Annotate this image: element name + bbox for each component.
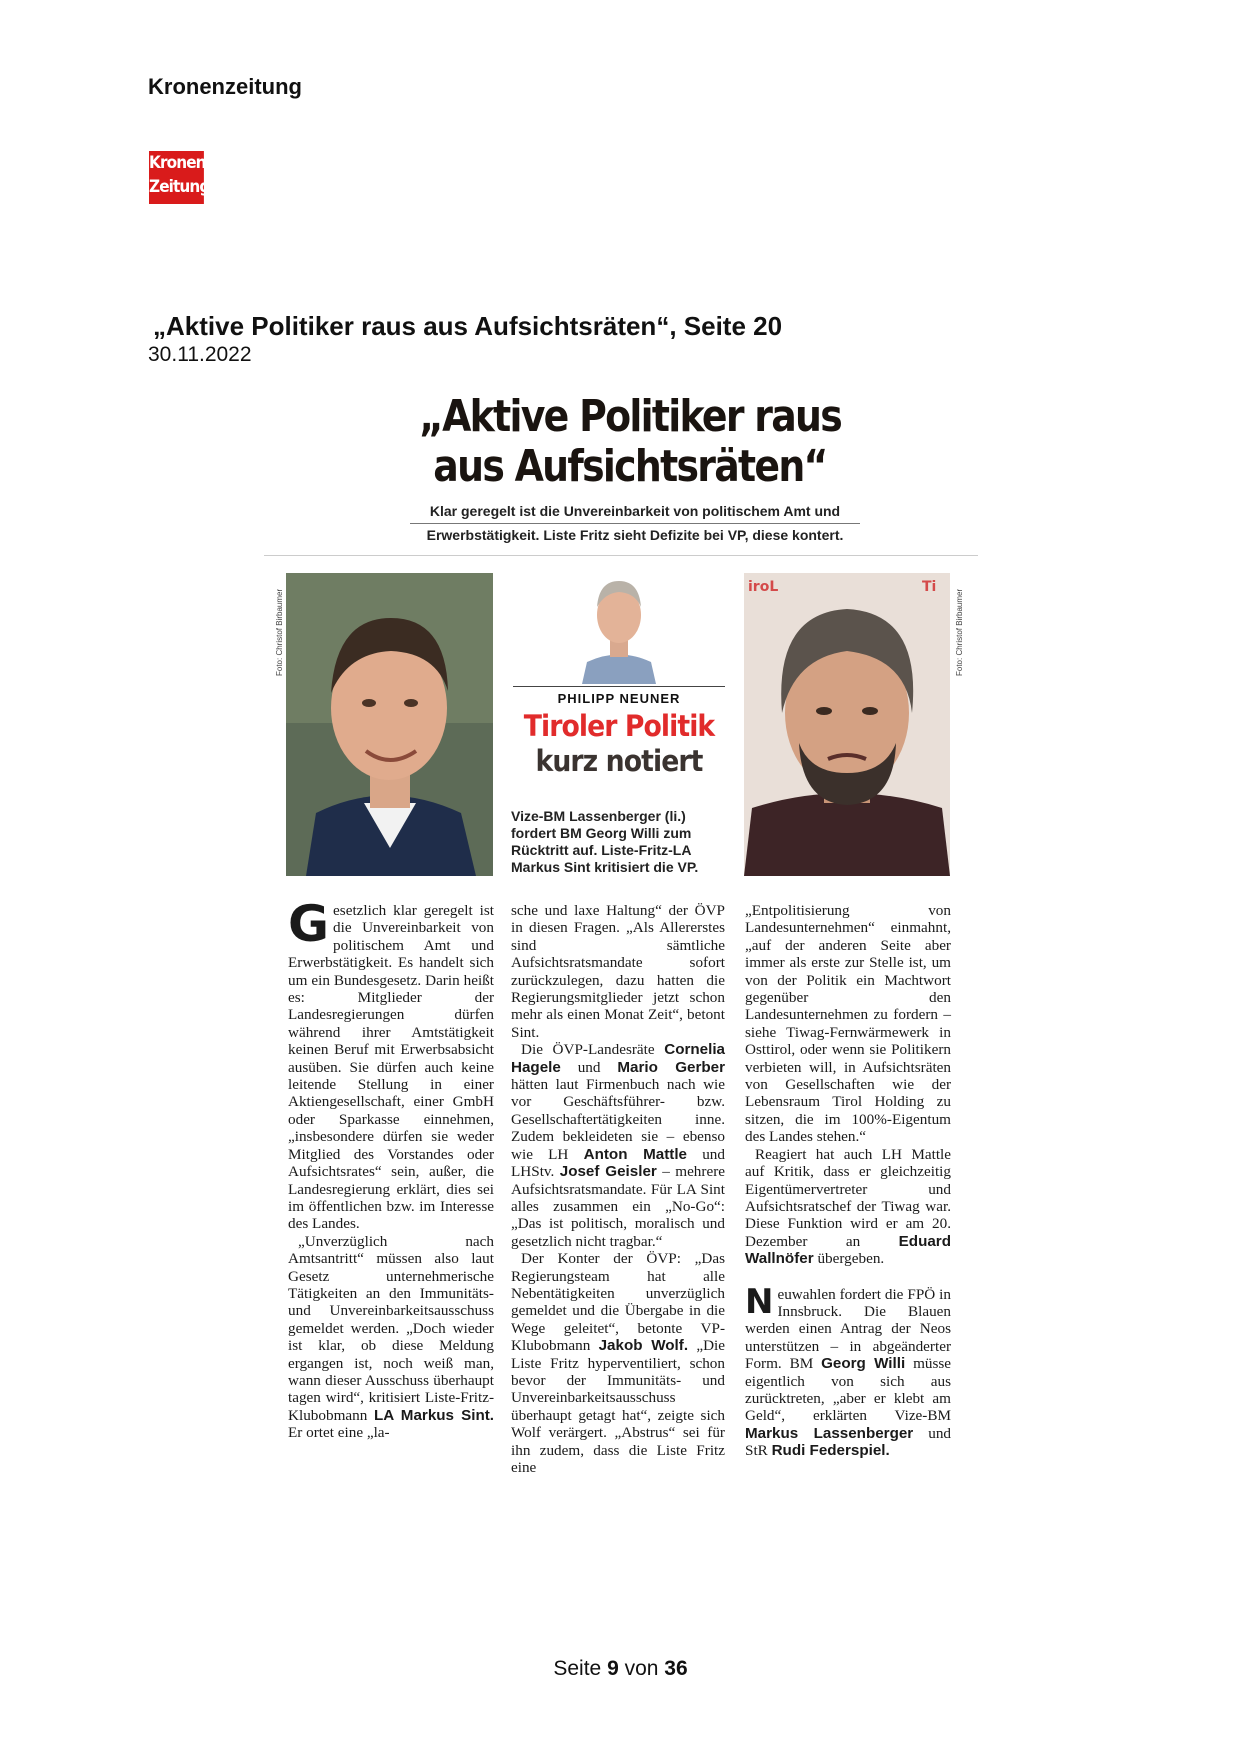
col2-p2-c: und: [577, 1058, 601, 1076]
col3-paragraph-1: „Entpolitisierung von Landesunternehmen“ einmahnt, „auf der anderen Seite aber immer als erste zur Stelle ist, um von der Politik ein Machtwort gegenüber den Landesunternehmen zu fordern – siehe Tiwag-Fernwärmewerk in Osttirol, oder wenn sie Politikern verbieten will, in Aufsichtsräten von Gesellschaften wie der Lebensraum Tirol Holding zu sitzen, die im 100%-Eigentum des Landes stehen.“: [745, 902, 951, 1146]
logo-line-1: Kronen: [149, 153, 206, 173]
column-title-1: Tiroler Politik: [523, 709, 715, 743]
article-headline: [415, 392, 845, 492]
col2-paragraph-1: sche und laxe Haltung“ der ÖVP in diesen Fragen. „Als Allererstes sind sämtliche Aufsichtsratsmandate sofort zurückzulegen, dazu hatten die Regierungsmitglieder jetzt schon mehr als einen Monat Zeit“, betont Sint.: [511, 902, 725, 1041]
portrait-neuner: [577, 567, 661, 684]
portrait-lassenberger: [286, 573, 493, 876]
svg-text:Ti: Ti: [922, 579, 937, 595]
col1-paragraph-1: [288, 895, 494, 1233]
photo-caption: Vize-BM Lassenberger (li.) fordert BM Georg Willi zum Rücktritt auf. Liste-Fritz-LA Markus Sint kritisiert die VP.: [511, 808, 699, 875]
portrait-neuner-drawing: [577, 567, 661, 684]
col2-p3-a: Der Konter der ÖVP: „Das Regierungsteam hat alle Nebentätigkeiten unverzüglich gemeldet und die Übergabe in die Wege geleitet“, betonte VP-Klubobmann: [511, 1250, 725, 1355]
col2-paragraph-3: [511, 1250, 725, 1476]
page-footer: [0, 1657, 1241, 1681]
col3-p3-c: müsse eigentlich von sich aus zurücktreten, „aber er klebt am Geld“, erklärten Vize-BM: [745, 1355, 952, 1425]
col3-p2-c: übergeben.: [817, 1250, 885, 1268]
name-wallnoefer: Eduard Wallnöfer: [745, 1232, 951, 1268]
col3-paragraph-2: [745, 1146, 951, 1268]
photo-credit-right: Foto: Christof Birbaumer: [955, 588, 964, 676]
col2-p2-f: – mehrere Aufsichtsratsmandate. Für LA Sint alles zusammen ein „No-Go“: „Das ist politisch, moralisch und gesetzlich nicht tragbar.“: [511, 1163, 726, 1250]
publication-name: Kronenzeitung: [148, 74, 302, 99]
name-gerber: Mario Gerber: [617, 1058, 725, 1076]
column-author: PHILIPP NEUNER: [557, 691, 681, 706]
col1-p2-end: Er ortet eine „la-: [288, 1424, 390, 1442]
portrait-lassenberger-drawing: [286, 573, 493, 876]
article-column-2: [511, 902, 725, 1476]
name-willi: Georg Willi: [821, 1355, 906, 1373]
col1-paragraph-2: [288, 1233, 494, 1442]
photo-credit-left: Foto: Christof Birbaumer: [275, 588, 284, 676]
headline-line-1: „Aktive Politiker raus: [418, 391, 842, 442]
article-column-3: [745, 902, 951, 1460]
col3-p3-a: euwahlen fordert die FPÖ in Innsbruck. Die Blauen werden einen Antrag der Neos unterstützen – in abgeänderter Form. BM: [745, 1285, 951, 1373]
separator: [264, 555, 978, 556]
logo-line-2: Zeitung: [149, 177, 210, 197]
col2-p2-d: hätten laut Firmenbuch nach wie vor Geschäftsführer- bzw. Gesellschaftertätigkeiten inne. Zudem bekleideten sie – ebenso wie LH: [511, 1076, 725, 1163]
portrait-sint-drawing: [744, 573, 950, 876]
col2-p3-c: „Die Liste Fritz hyperventiliert, schon bevor der Immunitäts- und Unvereinbarkeitsausschuss überhaupt getagt hat“, zeigte sich Wolf verärgert. „Abstrus“ sei für ihn zudem, dass die Liste Fritz eine: [511, 1337, 726, 1476]
footer-prefix: Seite: [553, 1657, 602, 1680]
clip-date: 30.11.2022: [148, 343, 252, 366]
name-mattle: Anton Mattle: [583, 1145, 687, 1163]
col1-p2-bold: LA Markus Sint.: [374, 1406, 495, 1424]
col2-p2-a: Die ÖVP-Landesräte: [521, 1041, 655, 1059]
footer-page-number: 9: [607, 1657, 619, 1680]
article-column-1: [288, 895, 495, 1442]
name-wolf: Jakob Wolf.: [598, 1337, 689, 1355]
article-subline-2: Erwerbstätigkeit. Liste Fritz sieht Defizite bei VP, diese kontert.: [410, 523, 860, 543]
column-rule: [513, 686, 725, 687]
col3-p3-e: und StR: [745, 1424, 951, 1460]
svg-text:iroL: iroL: [748, 579, 779, 595]
dropcap-g: G: [288, 895, 330, 953]
column-title-2: kurz notiert: [535, 744, 703, 778]
col2-paragraph-2: [511, 1041, 725, 1250]
article-subline-1: Klar geregelt ist die Unvereinbarkeit von politischem Amt und: [429, 503, 841, 519]
name-hagele: Cornelia Hagele: [511, 1041, 725, 1076]
footer-mid: von: [624, 1657, 659, 1680]
name-geisler: Josef Geisler: [559, 1163, 657, 1181]
clip-heading: „Aktive Politiker raus aus Aufsichtsräten“, Seite 20: [153, 311, 783, 341]
kronen-zeitung-logo: [149, 151, 210, 204]
name-lassenberger: Markus Lassenberger: [745, 1424, 914, 1442]
col1-p2-text: „Unverzüglich nach Amtsantritt“ müssen also laut Gesetz unternehmerische Tätigkeiten an den Immunitäts- und Unvereinbarkeitsausschuss gemeldet werden. „Doch wieder ist klar, ob diese Meldung ergangen ist, noch weiß man, wann dieser Ausschuss überhaupt tagen wird“, kritisiert Liste-Fritz-Klubobmann: [288, 1232, 494, 1424]
portrait-sint: [744, 573, 950, 876]
col3-paragraph-3: [745, 1281, 952, 1460]
col3-p2-a: Reagiert hat auch LH Mattle auf Kritik, dass er gleichzeitig Eigentümervertreter und Aufsichtsratschef der Tiwag war. Diese Funktion wird er am 20. Dezember an: [745, 1145, 951, 1250]
footer-page-total: 36: [664, 1657, 688, 1680]
dropcap-n: N: [745, 1281, 774, 1322]
paragraph-gap: [745, 1268, 951, 1286]
headline-line-2: aus Aufsichtsräten“: [433, 441, 827, 492]
name-federspiel: Rudi Federspiel.: [771, 1442, 890, 1460]
col1-p1-text: esetzlich klar geregelt ist die Unvereinbarkeit von politischem Amt und Erwerbstätigkeit. Es handelt sich um ein Bundesgesetz. Darin heißt es: Mitglieder der Landesregierungen dürfen während ihrer Amtstätigkeit keinen Beruf mit Erwerbsabsicht ausüben. Sie dürfen auch keine leitende Stellung in einer Aktiengesellschaft, einer GmbH oder Sparkasse einnehmen, „insbesondere dürfen sie weder Mitglied des Vorstandes oder Aufsichtsrates“ sein, außer, die Landesregierung erklärt, dies sei im öffentlichen bzw. im Interesse des Landes.: [288, 902, 494, 1233]
col2-p2-e: und LHStv.: [511, 1145, 725, 1181]
